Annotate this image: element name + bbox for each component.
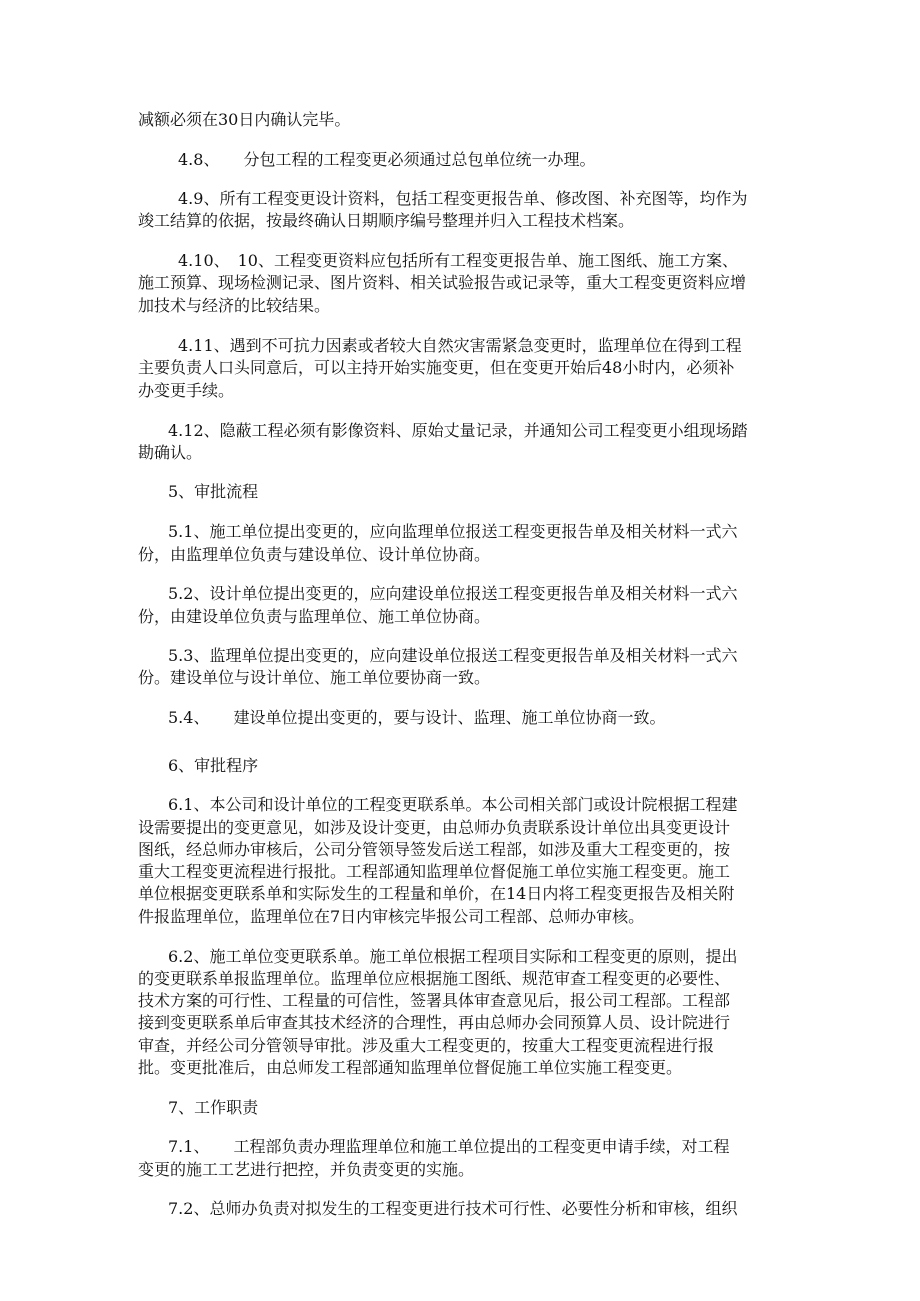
- text-line: 施工预算、现场检测记录、图片资料、相关试验报告或记录等，重大工程变更资料应增: [138, 273, 747, 292]
- text-line: 竣工结算的依据，按最终确认日期顺序编号整理并归入工程技术档案。: [138, 211, 635, 230]
- text-line: 件报监理单位，监理单位在7日内审核完毕报公司工程部、总师办审核。: [138, 907, 645, 926]
- text-line: 5.2、设计单位提出变更的，应向建设单位报送工程变更报告单及相关材料一式六: [168, 584, 738, 603]
- text-line: 主要负责人口头同意后，可以主持开始实施变更，但在变更开始后48小时内，必须补: [138, 358, 735, 377]
- text-line: 批。变更批准后，由总师发工程部通知监理单位督促施工单位实施工程变更。: [138, 1058, 683, 1077]
- text-line: 技术方案的可行性、工程量的可信性，签署具体审查意见后，报公司工程部。工程部: [138, 991, 731, 1010]
- text-line: 单位根据变更联系单和实际发生的工程量和单价，在14日内将工程变更报告及相关附: [138, 884, 735, 903]
- section-heading: 7、工作职责: [168, 1098, 259, 1117]
- text-line: 6.2、施工单位变更联系单。施工单位根据工程项目实际和工程变更的原则，提出: [168, 947, 738, 966]
- text-line: 4.10、 10、工程变更资料应包括所有工程变更报告单、施工图纸、施工方案、: [178, 251, 738, 270]
- text-line: 审查，并经公司分管领导审批。涉及重大工程变更的，按重大工程变更流程进行报: [138, 1036, 715, 1055]
- text-line: 勘确认。: [138, 443, 203, 462]
- text-line: 份。建设单位与设计单位、施工单位要协商一致。: [138, 668, 491, 687]
- text-line: 4.12、隐蔽工程必须有影像资料、原始丈量记录，并通知公司工程变更小组现场踏: [168, 421, 748, 440]
- text-line: 变更的施工工艺进行把控，并负责变更的实施。: [138, 1160, 475, 1179]
- text-line: 重大工程变更流程进行报批。工程部通知监理单位督促施工单位实施工程变更。施工: [138, 862, 731, 881]
- text-line: 4.8、 分包工程的工程变更必须通过总包单位统一办理。: [178, 150, 596, 169]
- text-line: 5.1、施工单位提出变更的，应向监理单位报送工程变更报告单及相关材料一式六: [168, 522, 738, 541]
- text-line: 图纸，经总师办审核后，公司分管领导签发后送工程部，如涉及重大工程变更的，按: [138, 840, 731, 859]
- section-heading: 6、审批程序: [168, 756, 259, 775]
- text-line: 5.3、监理单位提出变更的，应向建设单位报送工程变更报告单及相关材料一式六: [168, 646, 738, 665]
- text-line: 份，由监理单位负责与建设单位、设计单位协商。: [138, 545, 491, 564]
- section-heading: 5、审批流程: [168, 482, 259, 501]
- text-line: 4.11、遇到不可抗力因素或者较大自然灾害需紧急变更时，监理单位在得到工程: [178, 336, 742, 355]
- text-line: 4.9、所有工程变更设计资料，包括工程变更报告单、修改图、补充图等，均作为: [178, 189, 748, 208]
- text-line: 办变更手续。: [138, 381, 235, 400]
- text-line: 加技术与经济的比较结果。: [138, 296, 331, 315]
- text-line: 的变更联系单报监理单位。监理单位应根据施工图纸、规范审查工程变更的必要性、: [138, 969, 731, 988]
- text-line: 7.2、总师办负责对拟发生的工程变更进行技术可行性、必要性分析和审核，组织: [168, 1199, 738, 1218]
- text-line: 份，由建设单位负责与监理单位、施工单位协商。: [138, 607, 491, 626]
- text-line: 5.4、 建设单位提出变更的，要与设计、监理、施工单位协商一致。: [168, 708, 666, 727]
- text-line: 6.1、本公司和设计单位的工程变更联系单。本公司相关部门或设计院根据工程建: [168, 795, 738, 814]
- text-line: 接到变更联系单后审查其技术经济的合理性，再由总师办会同预算人员、设计院进行: [138, 1013, 731, 1032]
- text-line: 减额必须在30日内确认完毕。: [138, 110, 351, 129]
- text-line: 7.1、 工程部负责办理监理单位和施工单位提出的工程变更申请手续，对工程: [168, 1137, 730, 1156]
- text-line: 设需要提出的变更意见，如涉及设计变更，由总师办负责联系设计单位出具变更设计: [138, 818, 731, 837]
